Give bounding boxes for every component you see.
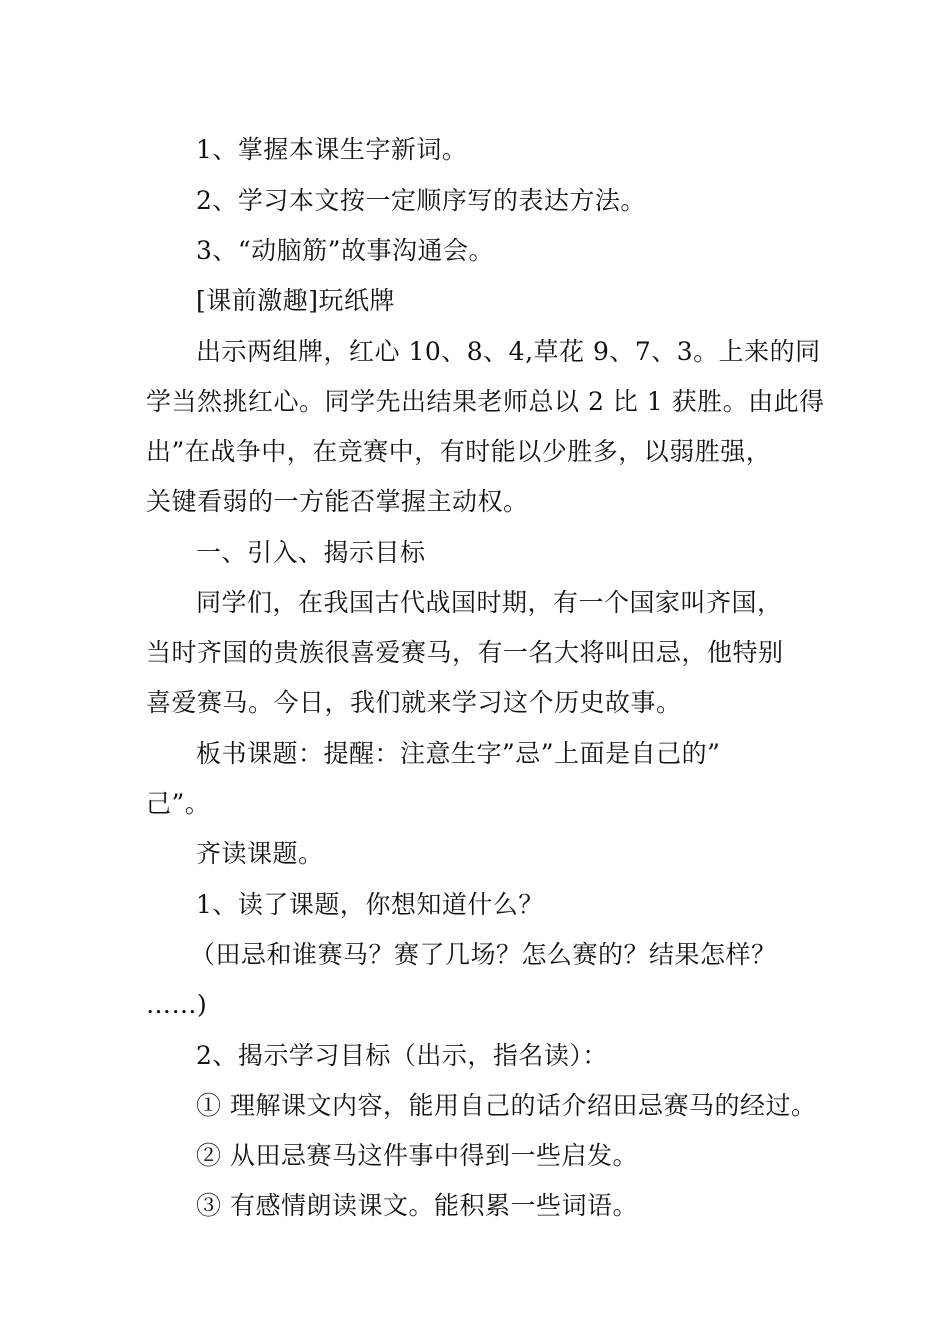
paragraph-line: 齐读课题。 <box>196 839 324 868</box>
paragraph-line: ……) <box>146 990 208 1019</box>
goals-heading: 2、揭示学习目标（出示，指名读）： <box>196 1041 608 1070</box>
goal-item-1: ① 理解课文内容，能用自己的话介绍田忌赛马的经过。 <box>196 1091 817 1120</box>
paragraph-line: 出示两组牌，红心 10、8、4,草花 9、7、3。上来的同 <box>196 337 821 366</box>
goal-item-2: ② 从田忌赛马这件事中得到一些启发。 <box>196 1141 638 1170</box>
objective-2: 2、学习本文按一定顺序写的表达方法。 <box>196 186 646 215</box>
paragraph-line: （田忌和谁赛马？赛了几场？怎么赛的？结果怎样？ <box>190 940 777 969</box>
goal-item-3: ③ 有感情朗读课文。能积累一些词语。 <box>196 1191 638 1220</box>
objective-3: 3、“动脑筋”故事沟通会。 <box>196 236 494 265</box>
section-heading-intro: 一、引入、揭示目标 <box>196 538 426 567</box>
paragraph-line: 同学们，在我国古代战国时期，有一个国家叫齐国， <box>196 588 783 617</box>
paragraph-line: 当时齐国的贵族很喜爱赛马，有一名大将叫田忌，他特别 <box>146 638 784 667</box>
paragraph-line: 喜爱赛马。今日，我们就来学习这个历史故事。 <box>146 688 682 717</box>
paragraph-line: 板书课题：提醒：注意生字”忌”上面是自己的” <box>196 739 721 768</box>
paragraph-line: 关键看弱的一方能否掌握主动权。 <box>146 487 529 516</box>
paragraph-line: 学当然挑红心。同学先出结果老师总以 2 比 1 获胜。由此得 <box>146 387 825 416</box>
paragraph-line: 己”。 <box>146 789 211 818</box>
question-line: 1、读了课题，你想知道什么？ <box>196 890 544 919</box>
objective-1: 1、掌握本课生字新词。 <box>196 135 468 164</box>
paragraph-line: 出”在战争中，在竞赛中，有时能以少胜多，以弱胜强， <box>146 437 772 466</box>
section-heading-warmup: [课前激趣]玩纸牌 <box>196 286 396 315</box>
